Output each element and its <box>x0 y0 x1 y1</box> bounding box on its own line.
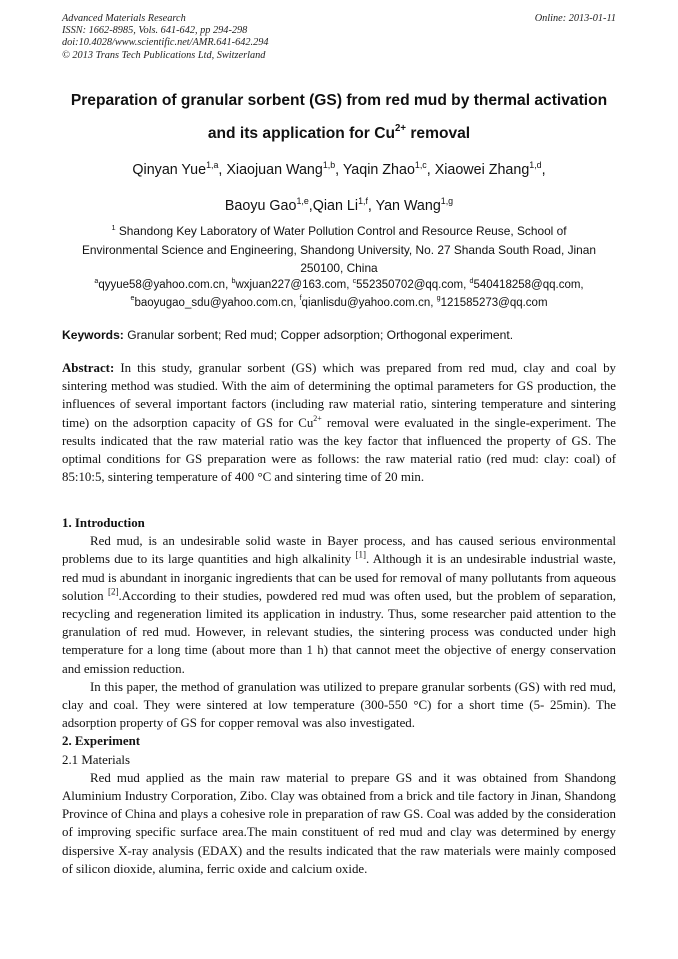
email-line-2: $^e$baoyugao_sdu@yahoo.com.cn, $^f$qianlisdu@yahoo.com.cn, $^g$121585273@qq.com <box>130 294 548 309</box>
author-emails <box>56 277 622 312</box>
section-heading-experiment: 2. Experiment <box>62 734 141 749</box>
paragraph: Red mud, is an undesirable solid waste in Bayer process, and has caused serious environmental problems due to its large quantities and high alkalinity [1]. Although it is an undesirable industrial waste, red mud is abundant in inorganic ingredients that can be used for removal of many pollutants from aqueous solution [2].According to their studies, powdered red mud was often used, but the problem of separation, recycling and regeneration limited its application in industry. Thus, some researcher paid attention to the granulation of red mud. However, in relevant studies, the sintering process was conducted under high temperature for a long time (about more than 1 h) that cannot meet the objective of energy conservation and emission reduction. <box>62 534 616 676</box>
journal-header <box>62 13 616 62</box>
paper-title-line-1: Preparation of granular sorbent (GS) from red mud by thermal activation <box>70 92 608 109</box>
doi-line: doi:10.4028/www.scientific.net/AMR.641-642.294 <box>62 37 269 49</box>
author: Yan Wang$^{1,g}$ <box>375 195 454 214</box>
journal-name: Advanced Materials Research <box>62 13 186 24</box>
copyright-line: © 2013 Trans Tech Publications Ltd, Switzerland <box>62 49 266 61</box>
online-date: Online: 2013-01-11 <box>534 13 616 24</box>
keywords: Keywords: Granular sorbent; Red mud; Copper adsorption; Orthogonal experiment. <box>62 328 514 342</box>
paragraph: In this paper, the method of granulation was utilized to prepare granular sorbents (GS) with red mud, clay and coal. They were sintered at low temperature (300-550 °C) for a short time (5- 25min). The adsorption property of GS for copper removal was also investigated. <box>62 679 616 731</box>
author-line-1 <box>50 161 628 179</box>
author: Qinyan Yue$^{1,a}$, <box>132 159 227 178</box>
author: Xiaojuan Wang$^{1,b}$, <box>226 159 343 178</box>
abstract: Abstract: In this study, granular sorbent (GS) which was prepared from red mud, clay and coal by sintering method was studied. With the aim of determining the optimal parameters for GS production, the influences of several important factors (including raw material ratio, sintering temperature and sintering time) on the adsorption capacity of GS for $Cu^{2+}$ removal were evaluated in the single-experiment. The results indicated that the raw material ratio was the key factor that influenced the property of GS. The optimal conditions for GS preparation were as follows: the raw material ratio (red mud: clay: coal) of 85:10:5, sintering temperature of 400 °C and sintering time of 20 min. <box>62 361 616 485</box>
author: Yaqin Zhao$^{1,c}$, <box>342 159 435 178</box>
issn-line: ISSN: 1662-8985, Vols. 641-642, pp 294-298 <box>62 25 248 37</box>
main-body <box>62 514 616 878</box>
affiliation: $^1$ Shandong Key Laboratory of Water Pollution Control and Resource Reuse, School of Environmental Science and Engineering, Shandong University, No. 27 Shanda South Road, Jinan 250100, China <box>81 222 597 275</box>
author: Xiaowei Zhang$^{1,d}$, <box>434 159 546 178</box>
author: Baoyu Gao$^{1,e}$, <box>224 195 313 214</box>
abstract-label: Abstract: <box>62 361 115 375</box>
section-heading-introduction: 1. Introduction <box>62 516 145 530</box>
paragraph: Red mud applied as the main raw material to prepare GS and it was obtained from Shandong Aluminium Industry Corporation, Zibo. Clay was obtained from a brick and tile factory in Jinan, Shandong Province of China and plays a cohesive role in preparation of raw GS. Coal was added by the consideration of improving specific surface area.The main constituent of red mud and clay was determined by energy dispersive X-ray analysis (EDAX) and the results indicated that the raw materials were mainly composed of silicon dioxide, alumina, ferric oxide and calcium oxide. <box>62 770 616 876</box>
author: Qian Li$^{1,f}$, <box>312 195 376 214</box>
author-line-2 <box>50 197 628 215</box>
email-line-1: $^a$qyyue58@yahoo.com.cn, $^b$wxjuan227@163.com, $^c$552350702@qq.com, $^d$540418258@qq.com, <box>94 276 584 291</box>
subsection-heading-materials: 2.1 Materials <box>62 752 131 767</box>
paper-title-line-2: and its application for $Cu^{2+}$ removal <box>207 123 471 142</box>
